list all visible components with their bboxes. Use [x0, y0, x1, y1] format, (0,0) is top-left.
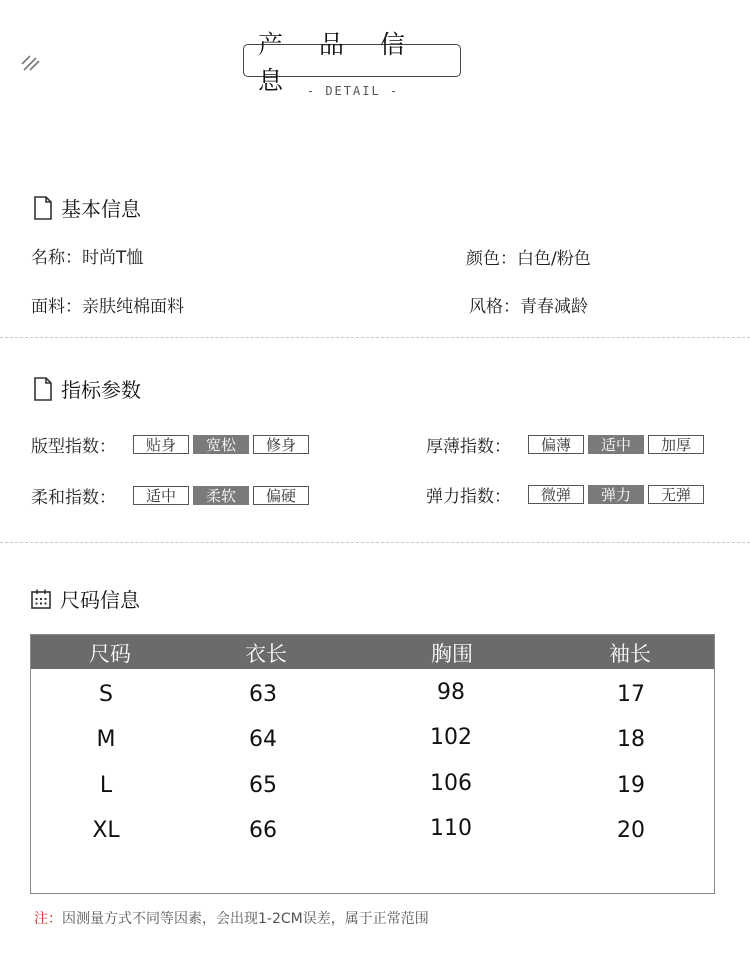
page-title: 产 品 信 息	[243, 44, 461, 77]
index-label: 柔和指数：	[31, 488, 116, 508]
index-label: 厚薄指数：	[426, 437, 511, 457]
document-icon	[33, 377, 53, 401]
table-cell: M	[96, 727, 116, 752]
note-text: 因测量方式不同等因素，会出现1-2CM误差，属于正常范围	[62, 911, 429, 927]
size-table-header	[31, 635, 714, 669]
measurement-note	[34, 908, 429, 928]
section-basic-header	[33, 193, 141, 222]
index-option: 偏薄	[528, 435, 584, 454]
index-row-fit	[31, 432, 309, 457]
section-size-title: 尺码信息	[60, 588, 140, 612]
product-style: 风格：青春减龄	[469, 297, 588, 317]
index-option-selected: 弹力	[588, 485, 644, 504]
page-subtitle: - DETAIL -	[306, 84, 400, 98]
table-cell: 18	[617, 727, 645, 752]
table-cell: 98	[437, 680, 465, 705]
hatch-decoration-icon	[20, 52, 42, 74]
table-cell: 102	[430, 725, 472, 750]
index-option: 偏硬	[253, 486, 309, 505]
table-cell: S	[99, 682, 113, 707]
table-cell: 63	[249, 682, 277, 707]
table-cell: XL	[92, 818, 120, 843]
index-options	[528, 485, 704, 504]
table-cell: 110	[430, 816, 472, 841]
index-row-softness	[31, 483, 309, 508]
column-header-sleeve: 袖长	[609, 642, 651, 666]
table-cell: 66	[249, 818, 277, 843]
table-row	[31, 818, 714, 858]
column-header-size: 尺码	[89, 642, 131, 666]
table-row	[31, 727, 714, 767]
table-cell: L	[99, 773, 113, 798]
index-label: 版型指数：	[31, 437, 116, 457]
section-index-header	[33, 374, 141, 403]
index-options	[133, 486, 309, 505]
section-index-title: 指标参数	[61, 378, 141, 402]
index-option: 微弹	[528, 485, 584, 504]
table-row	[31, 682, 714, 722]
table-row	[31, 773, 714, 813]
calendar-icon	[30, 588, 52, 610]
product-name: 名称：时尚T恤	[31, 248, 144, 268]
index-option: 无弹	[648, 485, 704, 504]
note-prefix: 注：	[34, 911, 62, 927]
index-option: 加厚	[648, 435, 704, 454]
section-size-header	[30, 584, 140, 613]
table-cell: 65	[249, 773, 277, 798]
index-option-selected: 宽松	[193, 435, 249, 454]
document-icon	[33, 196, 53, 220]
table-cell: 19	[617, 773, 645, 798]
section-divider	[0, 337, 750, 338]
index-option: 贴身	[133, 435, 189, 454]
table-cell: 106	[430, 771, 472, 796]
table-cell: 17	[617, 682, 645, 707]
index-options	[133, 435, 309, 454]
index-row-thickness	[426, 432, 704, 457]
index-option-selected: 适中	[588, 435, 644, 454]
product-color: 颜色：白色/粉色	[466, 249, 591, 269]
size-table	[30, 634, 715, 894]
index-option: 修身	[253, 435, 309, 454]
column-header-length: 衣长	[245, 642, 287, 666]
product-fabric: 面料：亲肤纯棉面料	[31, 297, 184, 317]
index-options	[528, 435, 704, 454]
column-header-chest: 胸围	[431, 642, 473, 666]
section-basic-title: 基本信息	[61, 197, 141, 221]
section-divider	[0, 542, 750, 543]
index-label: 弹力指数：	[426, 487, 511, 507]
index-option-selected: 柔软	[193, 486, 249, 505]
table-cell: 20	[617, 818, 645, 843]
index-option: 适中	[133, 486, 189, 505]
index-row-elasticity	[426, 482, 704, 507]
table-cell: 64	[249, 727, 277, 752]
